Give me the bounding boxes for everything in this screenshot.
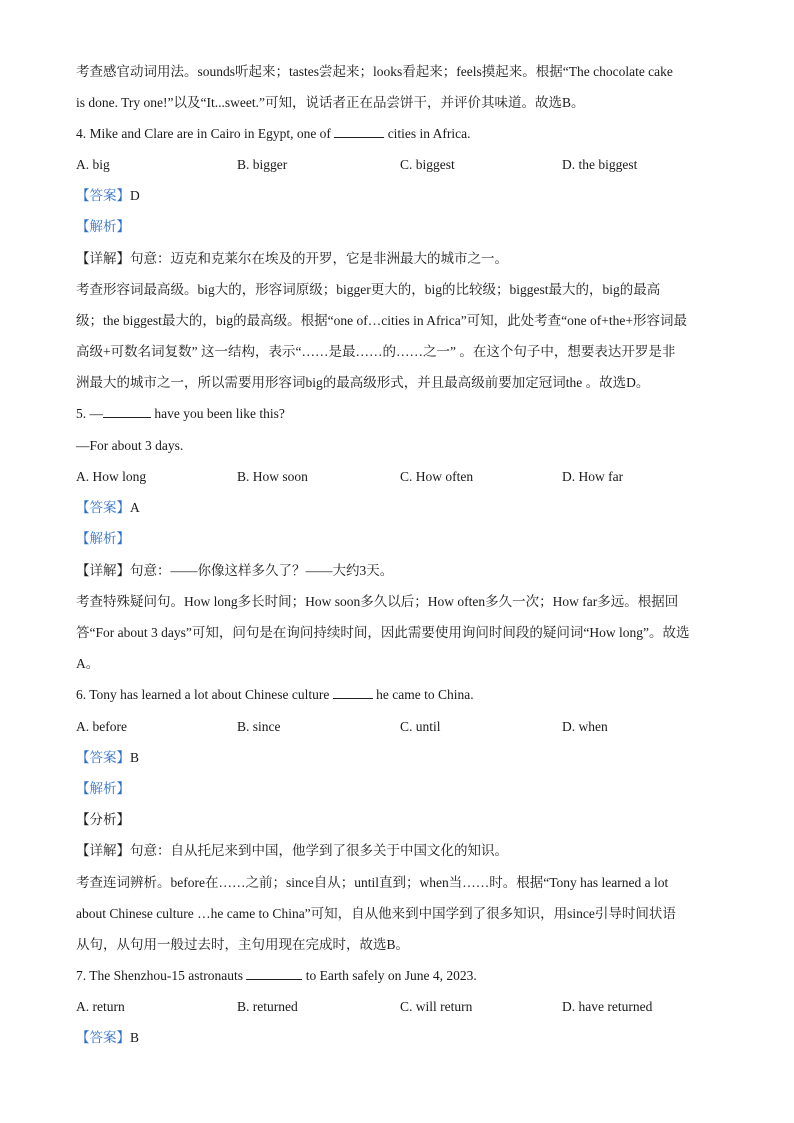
answer-tag: 【答案】 (76, 1030, 130, 1045)
option-c: C. How often (400, 469, 474, 484)
stem-part: have you been like this? (151, 406, 285, 421)
question-4-stem (76, 124, 471, 144)
question-5-stem (76, 404, 285, 424)
explanation-line: about Chinese culture …he came to China”可知，自从他来到中国学到了很多知识，用since引导时间状语 (76, 906, 676, 921)
detail-text: 句意：——你像这样多久了？——大约3天。 (130, 563, 394, 578)
answer-tag: 【答案】 (76, 500, 130, 515)
stem-part: he came to China. (372, 687, 474, 702)
answer-value: B (130, 1030, 140, 1045)
explanation-line: is done. Try one!”以及“It...sweet.”可知，说话者正在品尝饼干，并评价其味道。故选B。 (76, 95, 585, 110)
detail-line (76, 841, 508, 861)
explanation-line: 洲最大的城市之一，所以需要用形容词big的最高级形式，并且最高级前要加定冠词the 。故选D。 (76, 375, 650, 390)
detail-line (76, 249, 508, 269)
explanation-line: 考查形容词最高级。big大的，形容词原级；bigger更大的，big的比较级；biggest最大的，big的最高 (76, 282, 661, 297)
answer-line (76, 1028, 139, 1048)
answer-value: D (130, 188, 140, 203)
question-5-reply: —For about 3 days. (76, 438, 184, 453)
option-b: B. How soon (237, 469, 308, 484)
question-6-stem (76, 685, 474, 705)
option-c: C. will return (400, 999, 473, 1014)
stem-part: 4. Mike and Clare are in Cairo in Egypt, one of (76, 126, 335, 141)
stem-part: 6. Tony has learned a lot about Chinese culture (76, 687, 333, 702)
option-d: D. have returned (562, 999, 653, 1014)
analysis-tag: 【解析】 (76, 781, 130, 796)
explanation-line: 考查连词辨析。before在……之前；since自从；until直到；when当……时。根据“Tony has learned a lot (76, 875, 669, 890)
detail-tag: 【详解】 (76, 251, 130, 266)
option-a: A. big (76, 157, 110, 172)
answer-blank (334, 124, 384, 138)
question-5-options (76, 467, 724, 487)
explanation-line: 从句，从句用一般过去时，主句用现在完成时，故选B。 (76, 937, 410, 952)
answer-line (76, 498, 140, 518)
option-c: C. until (400, 719, 441, 734)
explanation-line: 级；the biggest最大的，big的最高级。根据“one of…cities in Africa”可知，此处考查“one of+the+形容词最 (76, 313, 688, 328)
stem-part: 5. — (76, 406, 103, 421)
option-a: A. before (76, 719, 127, 734)
explanation-line: 考查感官动词用法。sounds听起来；tastes尝起来；looks看起来；feels摸起来。根据“The chocolate cake (76, 64, 673, 79)
explanation-line: 考查特殊疑问句。How long多长时间；How soon多久以后；How often多久一次；How far多远。根据回 (76, 594, 679, 609)
question-6-options (76, 717, 724, 737)
stem-part: 7. The Shenzhou-15 astronauts (76, 968, 247, 983)
stem-part: cities in Africa. (384, 126, 471, 141)
option-d: D. when (562, 719, 608, 734)
detail-tag: 【详解】 (76, 843, 130, 858)
fenxi-tag: 【分析】 (76, 812, 130, 827)
answer-blank (333, 685, 373, 699)
stem-part: to Earth safely on June 4, 2023. (302, 968, 477, 983)
explanation-line: A。 (76, 656, 100, 671)
answer-line (76, 186, 140, 206)
answer-line (76, 748, 139, 768)
detail-tag: 【详解】 (76, 563, 130, 578)
detail-text: 句意：迈克和克莱尔在埃及的开罗，它是非洲最大的城市之一。 (130, 251, 508, 266)
analysis-tag: 【解析】 (76, 531, 130, 546)
option-a: A. return (76, 999, 125, 1014)
answer-blank (103, 404, 151, 418)
explanation-line: 高级+可数名词复数” 这一结构，表示“……是最……的……之一” 。在这个句子中，想要表达开罗是非 (76, 344, 676, 359)
option-b: B. since (237, 719, 281, 734)
option-a: A. How long (76, 469, 147, 484)
answer-tag: 【答案】 (76, 188, 130, 203)
explanation-line: 答“For about 3 days”可知，问句是在询问持续时间，因此需要使用询问时间段的疑问词“How long”。故选 (76, 625, 690, 640)
answer-tag: 【答案】 (76, 750, 130, 765)
answer-blank (246, 966, 302, 980)
option-b: B. returned (237, 999, 298, 1014)
question-4-options (76, 155, 724, 175)
question-7-stem (76, 966, 477, 986)
option-d: D. the biggest (562, 157, 638, 172)
answer-value: A (130, 500, 140, 515)
analysis-tag: 【解析】 (76, 219, 130, 234)
answer-value: B (130, 750, 140, 765)
question-7-options (76, 997, 724, 1017)
detail-line (76, 561, 393, 581)
option-d: D. How far (562, 469, 624, 484)
option-c: C. biggest (400, 157, 455, 172)
detail-text: 句意：自从托尼来到中国，他学到了很多关于中国文化的知识。 (130, 843, 508, 858)
option-b: B. bigger (237, 157, 288, 172)
